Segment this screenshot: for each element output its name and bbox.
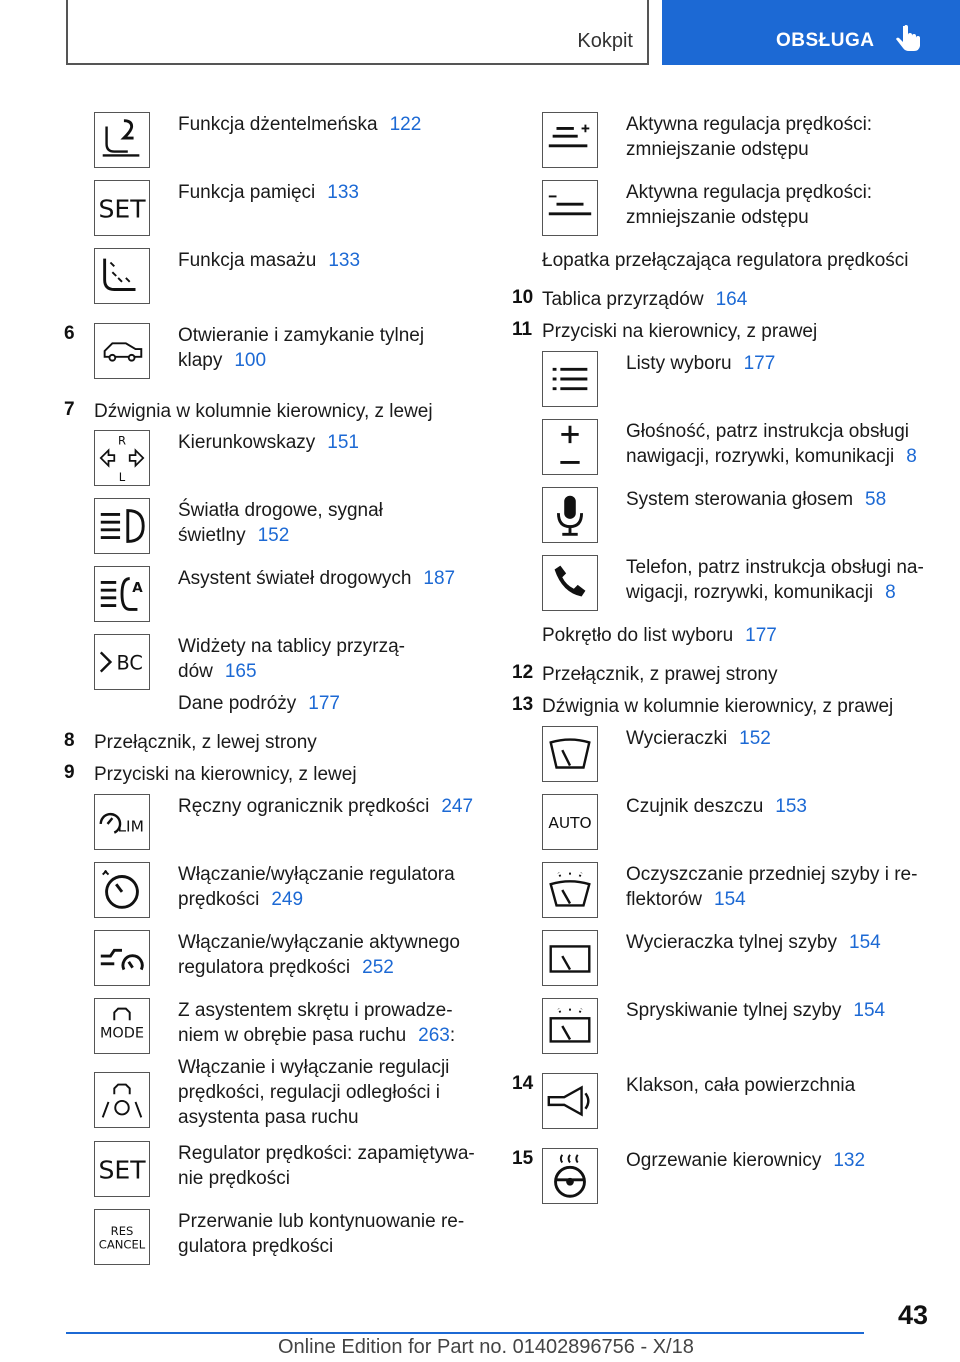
item-text: Widżety na tablicy przyrzą- [178, 636, 406, 657]
item-text: prędkości [178, 889, 260, 910]
item-text: Włączanie i wyłączanie regulacji [178, 1057, 450, 1078]
item-text: świetlny [178, 525, 246, 546]
item-text: dów [178, 661, 213, 682]
page-reference-link[interactable]: 152 [257, 525, 290, 546]
page-reference-link[interactable]: 133 [327, 182, 359, 203]
item-text: Czujnik deszczu [626, 796, 764, 817]
page-reference-link[interactable]: 252 [362, 957, 394, 978]
item-text: Z asystentem skrętu i prowadze- [178, 1000, 453, 1021]
item-text: Telefon, patrz instrukcja obsługi na- [626, 557, 924, 578]
item-text: Dane podróży [178, 693, 297, 714]
rear-washer-icon [542, 998, 598, 1054]
svg-text:AUTO: AUTO [548, 813, 592, 832]
page-reference-link[interactable]: 249 [271, 889, 304, 910]
header-chapter-tab[interactable] [662, 0, 960, 65]
svg-text:LIM: LIM [117, 817, 144, 836]
page-reference-link[interactable]: 58 [865, 489, 887, 510]
item-text: Tablica przyrządów [542, 289, 704, 310]
svg-text:A: A [132, 580, 143, 597]
svg-text:CANCEL: CANCEL [98, 1237, 146, 1252]
svg-text:R: R [117, 433, 127, 448]
item-text: regulatora prędkości [178, 957, 351, 978]
item-text: Przełącznik, z lewej strony [94, 732, 317, 753]
svg-text:RES: RES [110, 1224, 134, 1239]
item-text: Aktywna regulacja prędkości: [626, 114, 873, 135]
page-reference-link[interactable]: 8 [885, 582, 896, 603]
page-reference-link[interactable]: 165 [224, 661, 257, 682]
item-text: Regulator prędkości: zapamiętywa- [178, 1143, 475, 1164]
page-reference-link[interactable]: 154 [849, 932, 881, 953]
svg-text:SET: SET [98, 1155, 146, 1185]
horn-icon [542, 1073, 598, 1129]
pointing-hand-icon [894, 24, 924, 56]
page-reference-link[interactable]: 132 [833, 1150, 866, 1171]
phone-icon [542, 555, 598, 611]
high-beam-icon [94, 498, 150, 554]
item-text: Spryskiwanie tylnej szyby [626, 1000, 842, 1021]
header-section-box [66, 0, 649, 65]
item-number: 10 [512, 287, 534, 308]
page-reference-link[interactable]: 8 [906, 446, 917, 467]
item-text: gulatora prędkości [178, 1236, 334, 1257]
item-text: Dźwignia w kolumnie kierownicy, z lewej [94, 401, 433, 422]
item-text: Aktywna regulacja prędkości: [626, 182, 873, 203]
item-text: Ogrzewanie kierownicy [626, 1150, 822, 1171]
item-text: Przyciski na kierownicy, z lewej [94, 764, 357, 785]
item-text: Głośność, patrz instrukcja obsługi [626, 421, 910, 442]
item-number: 11 [512, 319, 533, 340]
item-text: zmniejszanie odstępu [626, 139, 809, 160]
item-number: 14 [512, 1073, 534, 1094]
item-number: 13 [512, 694, 534, 715]
item-text: Włączanie/wyłączanie aktywnego [178, 932, 460, 953]
item-number: 7 [64, 399, 75, 420]
item-text: Pokrętło do list wyboru [542, 625, 734, 646]
item-text: Klakson, cała powierzchnia [626, 1075, 856, 1096]
distance-minus-icon [542, 180, 598, 236]
item-text: Otwieranie i zamykanie tylnej [178, 325, 425, 346]
item-text: asystenta pasa ruchu [178, 1107, 359, 1128]
heated-wheel-icon [542, 1148, 598, 1204]
svg-text:SET: SET [98, 194, 146, 224]
washer-icon [542, 862, 598, 918]
page-reference-link[interactable]: 177 [745, 625, 777, 646]
item-number: 8 [64, 730, 75, 751]
item-text: Ręczny ogranicznik prędkości [178, 796, 430, 817]
header-section-title: Kokpit [577, 30, 633, 52]
distance-plus-icon [542, 112, 598, 168]
page-reference-link[interactable]: 133 [328, 250, 361, 271]
page-reference-link[interactable]: 152 [739, 728, 771, 749]
item-text: zmniejszanie odstępu [626, 207, 809, 228]
item-text: flektorów [626, 889, 703, 910]
item-number: 9 [64, 762, 75, 783]
item-number: 15 [512, 1148, 534, 1169]
page-reference-link[interactable]: 177 [743, 353, 776, 374]
turn-signal-icon [94, 430, 150, 486]
item-text: Włączanie/wyłączanie regulatora [178, 864, 455, 885]
active-cruise-icon [94, 930, 150, 986]
page-reference-link[interactable]: 153 [775, 796, 807, 817]
massage-seat-icon [94, 248, 150, 304]
volume-icon [542, 419, 598, 475]
page-reference-link[interactable]: 177 [308, 693, 340, 714]
item-text: nie prędkości [178, 1168, 290, 1189]
item-text: Przyciski na kierownicy, z prawej [542, 321, 818, 342]
svg-text:BC: BC [116, 651, 143, 675]
page-reference-link[interactable]: 164 [715, 289, 748, 310]
header-chapter-title: OBSŁUGA [776, 30, 875, 51]
high-beam-assist-icon [94, 566, 150, 622]
set-icon [94, 1141, 150, 1197]
item-text: Kierunkowskazy [178, 432, 316, 453]
bc-icon [94, 634, 150, 690]
item-text: Dźwignia w kolumnie kierownicy, z prawej [542, 696, 894, 717]
seat-2-icon [94, 112, 150, 168]
item-text: Listy wyboru [626, 353, 732, 374]
item-number: 6 [64, 323, 75, 344]
svg-text:L: L [118, 470, 126, 485]
item-text: Funkcja masażu [178, 250, 317, 271]
page-reference-link[interactable]: 100 [234, 350, 267, 371]
page-reference-link[interactable]: 154 [714, 889, 746, 910]
auto-icon [542, 794, 598, 850]
page-reference-link[interactable]: 154 [853, 1000, 886, 1021]
tailgate-icon [94, 323, 150, 379]
item-text: wigacji, rozrywki, komunikacji [626, 582, 874, 603]
item-text: Przełącznik, z prawej strony [542, 664, 778, 685]
item-text: Funkcja pamięci [178, 182, 316, 203]
item-text: Funkcja dżentelmeńska [178, 114, 378, 135]
item-text: klapy [178, 350, 223, 371]
page-reference-link[interactable]: 122 [389, 114, 422, 135]
lane-assist-icon [94, 1072, 150, 1128]
page-number: 43 [898, 1300, 929, 1330]
item-text: niem w obrębie pasa ruchu [178, 1025, 407, 1046]
page-reference-link[interactable]: 187 [423, 568, 456, 589]
list-icon [542, 351, 598, 407]
page-reference-link[interactable]: 247 [441, 796, 474, 817]
item-number: 12 [512, 662, 534, 683]
res-cancel-icon [94, 1209, 150, 1265]
set-icon [94, 180, 150, 236]
wiper-icon [542, 726, 598, 782]
mode-icon [94, 998, 150, 1054]
item-text: Oczyszczanie przedniej szyby i re- [626, 864, 918, 885]
item-text: Przerwanie lub kontynuowanie re- [178, 1211, 465, 1232]
page-reference-link[interactable]: 263 [418, 1025, 450, 1046]
item-text: Światła drogowe, sygnał [178, 500, 383, 521]
item-text-suffix: : [449, 1025, 456, 1046]
item-text: Asystent świateł drogowych [178, 568, 412, 589]
page-reference-link[interactable]: 151 [327, 432, 359, 453]
speed-limiter-icon [94, 794, 150, 850]
microphone-icon [542, 487, 598, 543]
item-text: prędkości, regulacji odległości i [178, 1082, 440, 1103]
rear-wiper-icon [542, 930, 598, 986]
item-text: Łopatka przełączająca regulatora prędkości [542, 250, 909, 271]
svg-text:MODE: MODE [99, 1025, 145, 1042]
item-text: Wycieraczka tylnej szyby [626, 932, 837, 953]
footer-edition-text: Online Edition for Part no. 01402896756 - X/18 [278, 1336, 694, 1358]
cruise-control-icon [94, 862, 150, 918]
item-text: System sterowania głosem [626, 489, 854, 510]
footer-divider [66, 1332, 864, 1334]
item-text: Wycieraczki [626, 728, 728, 749]
item-text: nawigacji, rozrywki, komunikacji [626, 446, 895, 467]
